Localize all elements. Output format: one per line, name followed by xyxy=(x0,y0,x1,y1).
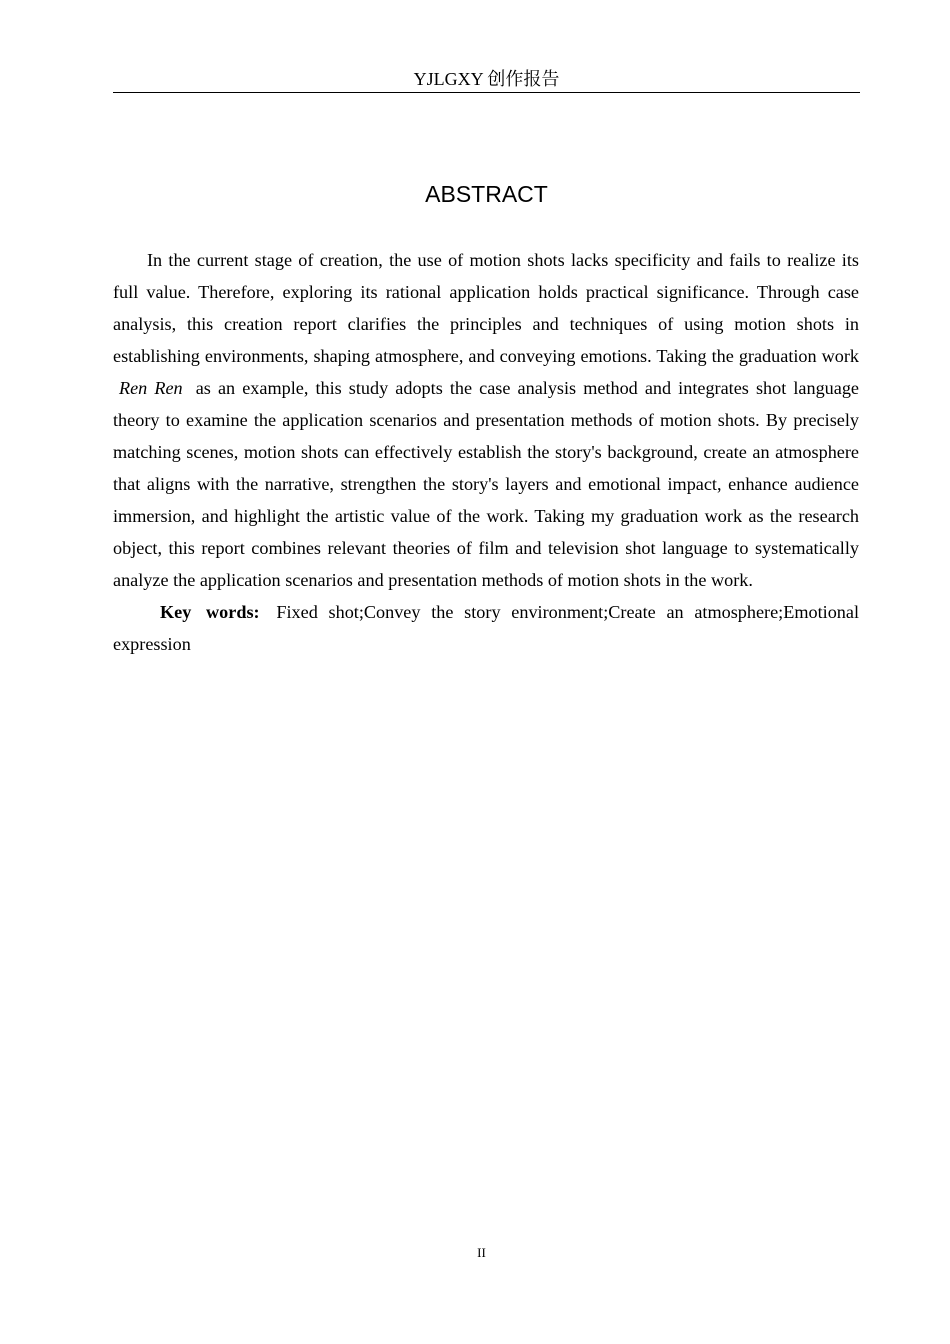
keywords-label: Key words: xyxy=(160,602,260,622)
keywords-text: Fixed shot;Convey the story environment;Create an atmosphere;Emotional expression xyxy=(113,602,860,654)
page-title: ABSTRACT xyxy=(425,181,548,207)
page-header xyxy=(113,66,860,93)
abstract-text-start: In the current stage of creation, the use of motion shots lacks specificity and fails to realize its full value. Therefore, exploring its rational application holds practical significance. Through case analysis, this creation report clarifies the principles and techniques of using motion shots in establishing environments, shaping atmosphere, and conveying emotions. Taking the graduation work xyxy=(113,250,859,366)
abstract-body xyxy=(113,244,859,660)
header-text: YJLGXY 创作报告 xyxy=(413,69,560,89)
keywords-line xyxy=(113,596,859,660)
page-number: II xyxy=(477,1245,486,1260)
abstract-text-end: as an example, this study adopts the case analysis method and integrates shot language theory to examine the application scenarios and presentation methods of motion shots. By precisely matching scenes, motion shots can effectively establish the story's background, create an atmosphere that aligns with the narrative, strengthen the story's layers and emotional impact, enhance audience immersion, and highlight the artistic value of the work. Taking my graduation work as the research object, this report combines relevant theories of film and television shot language to systematically analyze the application scenarios and presentation methods of motion shots in the work. xyxy=(113,378,860,590)
work-title: Ren Ren xyxy=(119,378,183,398)
abstract-paragraph xyxy=(113,244,859,596)
